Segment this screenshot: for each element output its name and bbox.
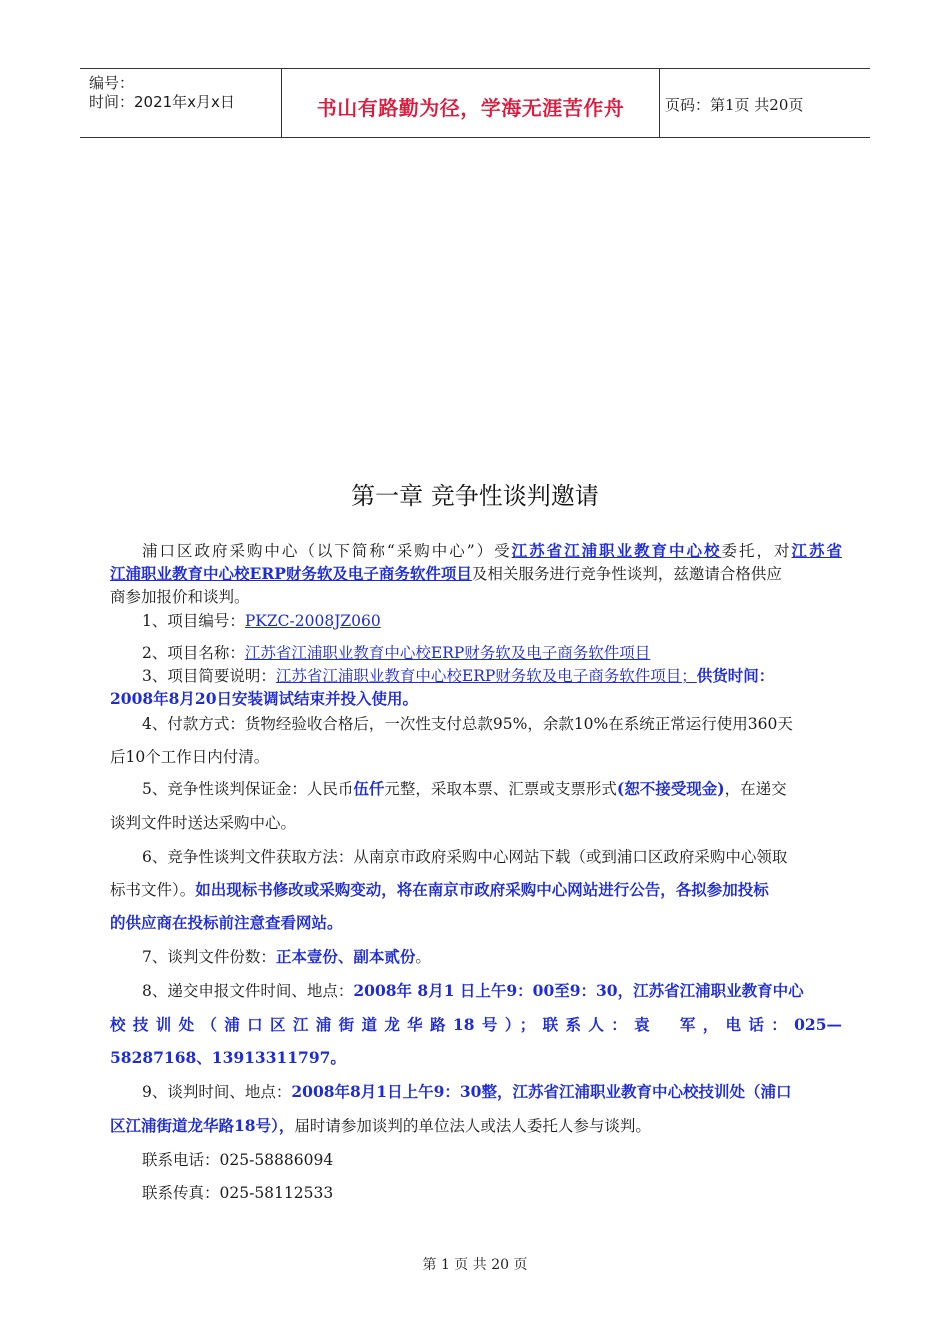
deposit-amount: 伍仟 [353,779,385,798]
docs-text: 标书文件）。 [110,881,196,899]
negotiation-place: 区江浦街道龙华路18号）， [110,1116,295,1135]
submission-line-2: 校技训处（浦口区江浦街道龙华路18号）；联系人：袁 军，电话：025— [110,1015,842,1034]
item-end: 。 [415,948,431,966]
deposit-text: 元整，采取本票、汇票或支票形式 [384,780,617,798]
intro-line-1 [110,541,842,561]
copies-value: 正本壹份、副本贰份 [275,947,416,966]
item-project-name [142,643,650,663]
payment-line-2: 后10个工作日内付清。 [110,748,270,766]
project-number[interactable]: PKZC-2008JZ060 [244,612,381,630]
page-footer: 第 1 页 共 20 页 [422,1257,528,1273]
intro-text: 浦口区政府采购中心（以下简称“采购中心”）受 [142,542,512,560]
negotiation-line-1 [142,1082,791,1102]
deposit-text: ，在递交 [724,780,787,798]
contact-fax: 联系传真：025-58112533 [142,1184,334,1202]
header-page-cell [660,69,870,137]
item-label: 3、项目简要说明： [142,667,276,685]
negotiation-line-2 [110,1116,651,1136]
item-label: 8、递交申报文件时间、地点： [142,982,354,1000]
project-link-b[interactable]: 江浦职业教育中心校ERP财务软及电子商务软件项目 [110,564,472,583]
deposit-text: 5、竞争性谈判保证金：人民币 [142,780,354,798]
header-motto-cell [282,69,660,137]
negotiation-text: 届时请参加谈判的单位法人或法人委托人参与谈判。 [294,1117,651,1135]
project-link-a[interactable]: 江苏省 [791,541,842,560]
item-project-brief [142,666,774,686]
submission-line-3: 58287168、13913311797。 [110,1048,346,1067]
school-link[interactable]: 江苏省江浦职业教育中心校 [511,541,722,560]
project-brief[interactable]: 江苏省江浦职业教育中心校ERP财务软及电子商务软件项目； [275,667,697,685]
deposit-line-1 [142,779,787,799]
payment-line-1: 4、付款方式：货物经验收合格后，一次性支付总款95%，余款10%在系统正常运行使用360天 [142,715,793,733]
header-page-info: 页码：第1页 共20页 [665,96,804,114]
item-label: 1、项目编号： [142,612,245,630]
serial-label: 编号： [89,74,135,92]
intro-line-2 [110,564,782,584]
supply-time-label: 供货时间： [696,666,775,685]
item-label: 9、谈判时间、地点： [142,1083,292,1101]
page-header [80,68,870,138]
chapter-title: 第一章 竞争性谈判邀请 [351,482,599,510]
intro-text: 及相关服务进行竞争性谈判，兹邀请合格供应 [471,565,782,583]
project-name[interactable]: 江苏省江浦职业教育中心校ERP财务软及电子商务软件项目 [244,644,651,662]
item-label: 7、谈判文件份数： [142,948,276,966]
docs-line-2 [110,880,769,900]
contact-phone: 联系电话：025-58886094 [142,1151,334,1169]
item-project-number [142,611,381,631]
date-label: 时间：2021年x月x日 [89,93,235,111]
motto: 书山有路勤为径，学海无涯苦作舟 [316,96,625,120]
supply-time-value: 2008年8月20日安装调试结束并投入使用。 [110,689,418,708]
negotiation-time: 2008年8月1日上午9：30整，江苏省江浦职业教育中心校技训处（浦口 [291,1082,792,1101]
item-label: 2、项目名称： [142,644,245,662]
submission-time: 2008年 8月1 日上午9：00至9：30，江苏省江浦职业教育中心 [353,981,804,1000]
intro-line-3: 商参加报价和谈判。 [110,588,250,606]
header-meta-cell [80,69,282,137]
docs-line-3: 的供应商在投标前注意查看网站。 [110,913,343,932]
deposit-line-2: 谈判文件时送达采购中心。 [110,814,297,832]
submission-line-1 [142,981,804,1001]
intro-text: 委托，对 [721,542,792,560]
docs-notice: 如出现标书修改或采购变动，将在南京市政府采购中心网站进行公告，各拟参加投标 [195,880,769,899]
docs-line-1: 6、竞争性谈判文件获取方法：从南京市政府采购中心网站下载（或到浦口区政府采购中心领取 [142,848,788,866]
copies-line [142,947,431,967]
no-cash-note: (恕不接受现金) [616,779,725,798]
